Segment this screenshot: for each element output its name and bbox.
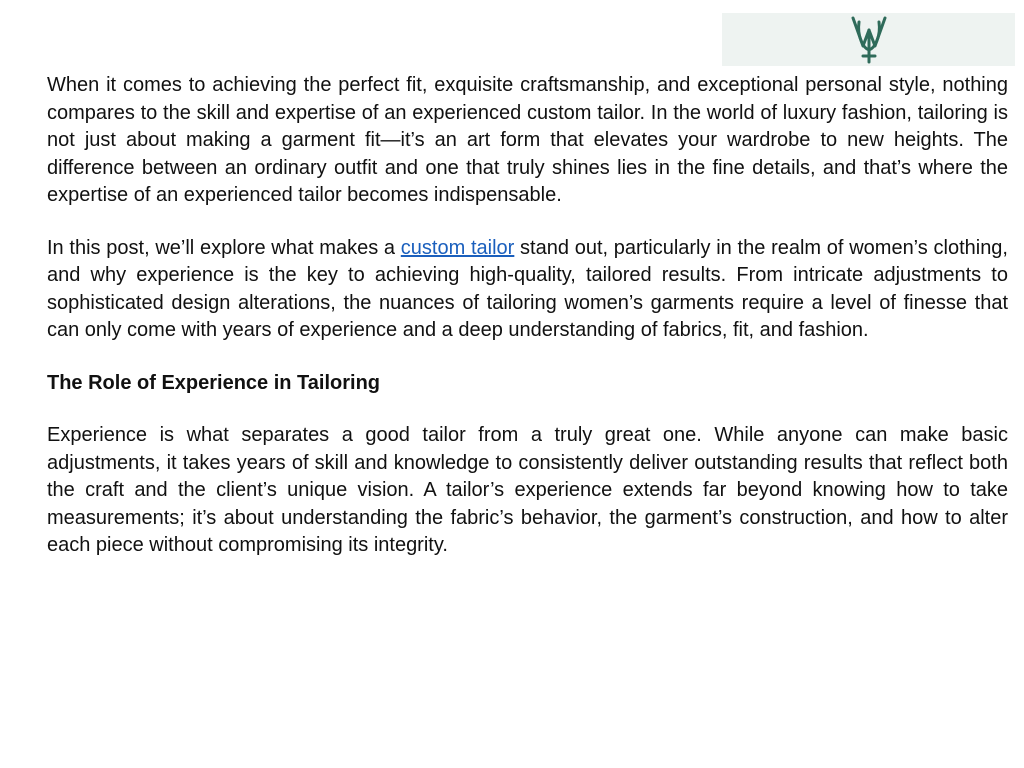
overview-text-before-link: In this post, we’ll explore what makes a [47, 236, 401, 259]
experience-paragraph: Experience is what separates a good tailor from a truly great one. While anyone can make basic adjustments, it takes years of skill and knowledge to consistently deliver outstanding results that reflect both the craft and the client’s unique vision. A tailor’s experience extends far beyond knowing how to take measurements; it’s about understanding the fabric’s behavior, the garment’s construction, and how to alter each piece without compromising its integrity. [47, 424, 1008, 556]
overview-paragraph [47, 235, 1008, 345]
overview-text-after-link: stand out, particularly in the realm of women’s clothing, and why experience is the key to achieving high-quality, tailored results. From intricate adjustments to sophisticated design alterations, the nuances of tailoring women’s garments require a level of finesse that can only come with years of experience and a deep understanding of fabrics, fit, and fashion. [47, 236, 1008, 341]
monogram-trident-logo-icon [839, 16, 899, 64]
article-content [47, 72, 1008, 585]
section-heading-experience: The Role of Experience in Tailoring [47, 371, 381, 394]
intro-paragraph: When it comes to achieving the perfect fit, exquisite craftsmanship, and exceptional personal style, nothing compares to the skill and expertise of an experienced custom tailor. In the world of luxury fashion, tailoring is not just about making a garment fit—it’s an art form that elevates your wardrobe to new heights. The difference between an ordinary outfit and one that truly shines lies in the fine details, and that’s where the expertise of an experienced tailor becomes indispensable. [47, 74, 1008, 206]
brand-logo [722, 13, 1015, 66]
custom-tailor-link[interactable]: custom tailor [400, 236, 515, 259]
